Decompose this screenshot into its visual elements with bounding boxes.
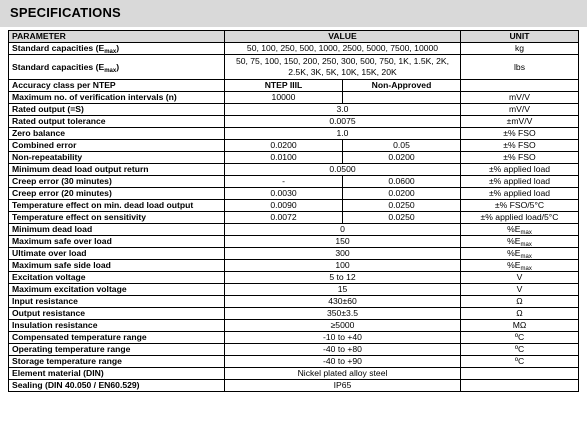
parameter-label: Temperature effect on sensitivity bbox=[12, 212, 147, 222]
unit-label: mV/V bbox=[508, 92, 530, 102]
parameter-label: Compensated temperature range bbox=[12, 332, 147, 342]
table-row bbox=[9, 284, 579, 296]
table-row bbox=[9, 128, 579, 140]
unit-cell bbox=[461, 140, 579, 152]
parameter-cell bbox=[9, 224, 225, 236]
table-header-row bbox=[9, 31, 579, 43]
value-cell: 100 bbox=[225, 260, 461, 272]
parameter-cell bbox=[9, 43, 225, 55]
parameter-label: Maximum safe over load bbox=[12, 236, 112, 246]
parameter-cell bbox=[9, 320, 225, 332]
value-cell-non-approved bbox=[343, 92, 461, 104]
unit-cell bbox=[461, 368, 579, 380]
unit-label: MΩ bbox=[512, 320, 527, 330]
unit-label: ±% FSO bbox=[503, 128, 536, 138]
table-row bbox=[9, 43, 579, 55]
value-cell-non-approved: Non-Approved bbox=[343, 80, 461, 92]
unit-label: ±% applied load/5°C bbox=[480, 212, 559, 222]
value-cell-non-approved: 0.0200 bbox=[343, 152, 461, 164]
parameter-cell bbox=[9, 164, 225, 176]
parameter-label: Excitation voltage bbox=[12, 272, 86, 282]
unit-label: ±% applied load bbox=[488, 188, 551, 198]
parameter-label: Standard capacities (E bbox=[12, 43, 105, 53]
unit-label: ±% FSO/5°C bbox=[494, 200, 545, 210]
unit-cell bbox=[461, 104, 579, 116]
unit-cell bbox=[461, 308, 579, 320]
value-cell-ntep: 0.0100 bbox=[225, 152, 343, 164]
table-row bbox=[9, 140, 579, 152]
header-unit: UNIT bbox=[461, 31, 579, 43]
unit-label: ±% applied load bbox=[488, 164, 551, 174]
table-row bbox=[9, 368, 579, 380]
parameter-cell bbox=[9, 200, 225, 212]
table-row bbox=[9, 248, 579, 260]
unit-subscript: max bbox=[520, 254, 532, 260]
unit-label: %E bbox=[507, 260, 521, 270]
parameter-cell bbox=[9, 152, 225, 164]
parameter-cell bbox=[9, 236, 225, 248]
unit-label: ºC bbox=[514, 356, 525, 366]
parameter-label: Rated output (=S) bbox=[12, 104, 84, 114]
unit-cell bbox=[461, 344, 579, 356]
parameter-cell bbox=[9, 344, 225, 356]
parameter-cell bbox=[9, 116, 225, 128]
parameter-label: Rated output tolerance bbox=[12, 116, 106, 126]
table-row bbox=[9, 224, 579, 236]
table-row bbox=[9, 104, 579, 116]
table-row bbox=[9, 188, 579, 200]
parameter-label: Standard capacities (E bbox=[12, 61, 105, 72]
unit-cell bbox=[461, 164, 579, 176]
parameter-label: Temperature effect on min. dead load output bbox=[12, 200, 194, 210]
value-cell-ntep: 10000 bbox=[225, 92, 343, 104]
unit-cell bbox=[461, 152, 579, 164]
value-cell-ntep: 0.0090 bbox=[225, 200, 343, 212]
table-row bbox=[9, 296, 579, 308]
parameter-cell bbox=[9, 332, 225, 344]
unit-cell bbox=[461, 176, 579, 188]
table-row bbox=[9, 356, 579, 368]
parameter-cell bbox=[9, 380, 225, 392]
parameter-label: Ultimate over load bbox=[12, 248, 87, 258]
value-cell-ntep: 0.0072 bbox=[225, 212, 343, 224]
value-cell-ntep: - bbox=[225, 176, 343, 188]
table-row bbox=[9, 92, 579, 104]
unit-subscript: max bbox=[520, 230, 532, 236]
table-row bbox=[9, 176, 579, 188]
table-row bbox=[9, 332, 579, 344]
unit-cell bbox=[461, 212, 579, 224]
parameter-cell bbox=[9, 368, 225, 380]
unit-cell bbox=[461, 320, 579, 332]
unit-subscript: max bbox=[520, 266, 532, 272]
unit-label: %E bbox=[507, 248, 521, 258]
parameter-label: Non-repeatability bbox=[12, 152, 83, 162]
unit-label: ±mV/V bbox=[506, 116, 533, 126]
table-row bbox=[9, 380, 579, 392]
parameter-cell bbox=[9, 104, 225, 116]
parameter-subscript: max bbox=[104, 49, 117, 55]
unit-label: %E bbox=[507, 224, 521, 234]
table-row bbox=[9, 116, 579, 128]
parameter-label: Element material (DIN) bbox=[12, 368, 104, 378]
unit-label: Ω bbox=[516, 308, 523, 318]
parameter-label: Input resistance bbox=[12, 296, 78, 306]
parameter-suffix: ) bbox=[116, 61, 120, 72]
unit-cell bbox=[461, 332, 579, 344]
unit-cell bbox=[461, 43, 579, 55]
unit-subscript: max bbox=[520, 242, 532, 248]
parameter-label: Maximum safe side load bbox=[12, 260, 111, 270]
table-row bbox=[9, 164, 579, 176]
unit-cell bbox=[461, 80, 579, 92]
parameter-label: Output resistance bbox=[12, 308, 86, 318]
value-cell: 5 to 12 bbox=[225, 272, 461, 284]
parameter-suffix: ) bbox=[116, 43, 120, 53]
parameter-label: Creep error (30 minutes) bbox=[12, 176, 112, 186]
parameter-label: Operating temperature range bbox=[12, 344, 131, 354]
unit-cell bbox=[461, 116, 579, 128]
value-cell: IP65 bbox=[225, 380, 461, 392]
parameter-label: Maximum no. of verification intervals (n) bbox=[12, 92, 177, 102]
header-value: VALUE bbox=[225, 31, 461, 43]
unit-cell bbox=[461, 296, 579, 308]
page-title: SPECIFICATIONS bbox=[10, 5, 121, 20]
value-cell: 430±60 bbox=[225, 296, 461, 308]
parameter-label: Zero balance bbox=[12, 128, 66, 138]
unit-label: ±% applied load bbox=[488, 176, 551, 186]
title-bar bbox=[0, 0, 587, 27]
unit-cell bbox=[461, 188, 579, 200]
value-cell: 150 bbox=[225, 236, 461, 248]
parameter-cell bbox=[9, 308, 225, 320]
header-parameter: PARAMETER bbox=[9, 31, 225, 43]
unit-cell bbox=[461, 380, 579, 392]
parameter-label: Creep error (20 minutes) bbox=[12, 188, 112, 198]
parameter-cell bbox=[9, 248, 225, 260]
table-row bbox=[9, 236, 579, 248]
unit-cell bbox=[461, 55, 579, 80]
parameter-label: Accuracy class per NTEP bbox=[12, 80, 116, 90]
unit-label: ±% FSO bbox=[503, 140, 536, 150]
value-cell: 350±3.5 bbox=[225, 308, 461, 320]
unit-cell bbox=[461, 128, 579, 140]
unit-label: Ω bbox=[516, 296, 523, 306]
table-row bbox=[9, 55, 579, 80]
unit-label: %E bbox=[507, 236, 521, 246]
parameter-label: Minimum dead load output return bbox=[12, 164, 149, 174]
table-row bbox=[9, 80, 579, 92]
unit-cell bbox=[461, 248, 579, 260]
unit-label: ºC bbox=[514, 332, 525, 342]
parameter-label: Maximum excitation voltage bbox=[12, 284, 127, 294]
value-cell-ntep: NTEP IIIL bbox=[225, 80, 343, 92]
parameter-cell bbox=[9, 272, 225, 284]
unit-cell bbox=[461, 236, 579, 248]
unit-cell bbox=[461, 224, 579, 236]
value-cell: -40 to +90 bbox=[225, 356, 461, 368]
value-cell-ntep: 0.0030 bbox=[225, 188, 343, 200]
value-cell: 1.0 bbox=[225, 128, 461, 140]
table-row bbox=[9, 212, 579, 224]
parameter-cell bbox=[9, 284, 225, 296]
parameter-cell bbox=[9, 176, 225, 188]
parameter-label: Insulation resistance bbox=[12, 320, 98, 330]
unit-cell bbox=[461, 356, 579, 368]
table-body bbox=[9, 43, 579, 392]
value-cell-non-approved: 0.0250 bbox=[343, 200, 461, 212]
value-cell-ntep: 0.0200 bbox=[225, 140, 343, 152]
value-cell: ≥5000 bbox=[225, 320, 461, 332]
value-cell: 15 bbox=[225, 284, 461, 296]
parameter-label: Sealing (DIN 40.050 / EN60.529) bbox=[12, 380, 140, 390]
table-row bbox=[9, 272, 579, 284]
value-cell: 50, 100, 250, 500, 1000, 2500, 5000, 7500, 10000 bbox=[225, 43, 461, 55]
table-row bbox=[9, 260, 579, 272]
unit-label: ºC bbox=[514, 344, 525, 354]
parameter-cell bbox=[9, 80, 225, 92]
parameter-cell bbox=[9, 128, 225, 140]
unit-cell bbox=[461, 92, 579, 104]
parameter-cell bbox=[9, 356, 225, 368]
value-cell-non-approved: 0.0200 bbox=[343, 188, 461, 200]
parameter-cell bbox=[9, 188, 225, 200]
unit-label: mV/V bbox=[508, 104, 530, 114]
table-row bbox=[9, 320, 579, 332]
value-cell: 0 bbox=[225, 224, 461, 236]
unit-cell bbox=[461, 200, 579, 212]
table-row bbox=[9, 308, 579, 320]
parameter-cell bbox=[9, 212, 225, 224]
parameter-label: Minimum dead load bbox=[12, 224, 93, 234]
parameter-cell bbox=[9, 55, 225, 80]
parameter-cell bbox=[9, 92, 225, 104]
value-cell: 0.0500 bbox=[225, 164, 461, 176]
unit-label: V bbox=[516, 272, 523, 282]
value-cell: -10 to +40 bbox=[225, 332, 461, 344]
value-cell-non-approved: 0.0250 bbox=[343, 212, 461, 224]
value-cell: 300 bbox=[225, 248, 461, 260]
specifications-table bbox=[8, 30, 579, 392]
unit-cell bbox=[461, 260, 579, 272]
parameter-label: Combined error bbox=[12, 140, 77, 150]
unit-label: V bbox=[516, 284, 523, 294]
table-row bbox=[9, 344, 579, 356]
unit-label: lbs bbox=[514, 61, 525, 72]
parameter-cell bbox=[9, 140, 225, 152]
parameter-subscript: max bbox=[104, 67, 117, 74]
parameter-cell bbox=[9, 296, 225, 308]
unit-cell bbox=[461, 272, 579, 284]
value-cell: 3.0 bbox=[225, 104, 461, 116]
value-cell: -40 to +80 bbox=[225, 344, 461, 356]
value-cell-non-approved: 0.0600 bbox=[343, 176, 461, 188]
value-cell: 0.0075 bbox=[225, 116, 461, 128]
unit-cell bbox=[461, 284, 579, 296]
unit-label: kg bbox=[514, 43, 525, 53]
table-row bbox=[9, 152, 579, 164]
value-cell: Nickel plated alloy steel bbox=[225, 368, 461, 380]
unit-label: ±% FSO bbox=[503, 152, 536, 162]
parameter-cell bbox=[9, 260, 225, 272]
value-cell: 50, 75, 100, 150, 200, 250, 300, 500, 750, 1K, 1.5K, 2K, 2.5K, 3K, 5K, 10K, 15K, 20K bbox=[225, 55, 461, 80]
value-cell-non-approved: 0.05 bbox=[343, 140, 461, 152]
parameter-label: Storage temperature range bbox=[12, 356, 122, 366]
table-row bbox=[9, 200, 579, 212]
